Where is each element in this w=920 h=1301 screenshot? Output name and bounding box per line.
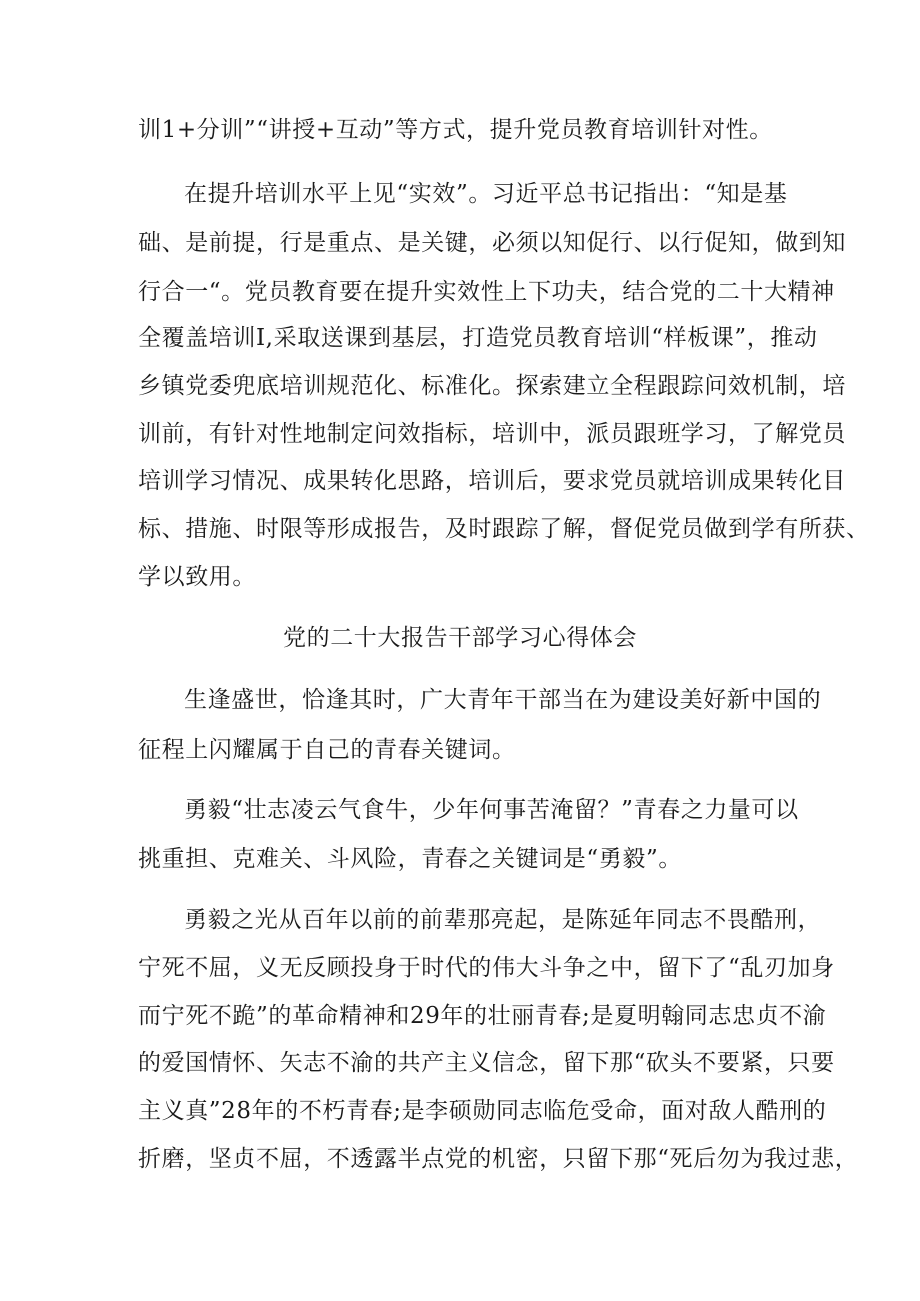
text-line-5: 全覆盖培训I,采取送课到基层，打造党员教育培训“样板课”，推动 [138,325,818,351]
section-title: 党的二十大报告干部学习心得体会 [283,625,637,651]
text-line-13: 征程上闪耀属于自己的青春关键词。 [138,737,516,763]
text-line-8: 培训学习情况、成果转化思路，培训后，要求党员就培训成果转化目 [138,468,846,494]
text-line-18: 而宁死不跪”的革命精神和29年的壮丽青春;是夏明翰同志忠贞不渝 [138,1003,827,1029]
text-line-4: 行合一“。党员教育要在提升实效性上下功夫，结合党的二十大精神 [138,279,835,305]
paragraph-first-line: 在提升培训水平上见“实效”。习近平总书记指出：“知是基 [184,181,788,207]
text-line-3: 础、是前提，行是重点、是关键，必须以知促行、以行促知，做到知 [138,230,846,256]
text-line-15: 挑重担、克难关、斗风险，青春之关键词是“勇毅”。 [138,846,682,872]
paragraph-first-line: 生逢盛世，恰逢其时，广大青年干部当在为建设美好新中国的 [184,687,822,713]
text-line-17: 宁死不屈，义无反顾投身于时代的伟大斗争之中，留下了“乱刃加身 [138,955,835,981]
text-line-9: 标、措施、时限等形成报告，及时跟踪了解，督促党员做到学有所获、 [138,516,870,542]
text-line-19: 的爱国情怀、矢志不渝的共产主义信念，留下那“砍头不要紧，只要 [138,1050,835,1076]
text-line-7: 训前，有针对性地制定问效指标，培训中，派员跟班学习，了解党员 [138,421,846,447]
paragraph-first-line: 勇毅“壮志凌云气食牛，少年何事苦淹留？”青春之力量可以 [184,797,799,823]
text-line-10: 学以致用。 [138,564,256,590]
paragraph-first-line: 勇毅之光从百年以前的前辈那亮起，是陈延年同志不畏酷刑， [184,907,822,933]
text-line-1: 训1+分训”“讲授+互动”等方式，提升党员教育培训针对性。 [138,117,773,143]
text-line-6: 乡镇党委兜底培训规范化、标准化。探索建立全程跟踪问效机制，培 [138,373,846,399]
text-line-21: 折磨，坚贞不屈，不透露半点党的机密，只留下那“死后勿为我过悲， [138,1146,859,1172]
text-line-20: 主义真”28年的不朽青春;是李硕勋同志临危受命，面对敌人酷刑的 [138,1098,827,1124]
